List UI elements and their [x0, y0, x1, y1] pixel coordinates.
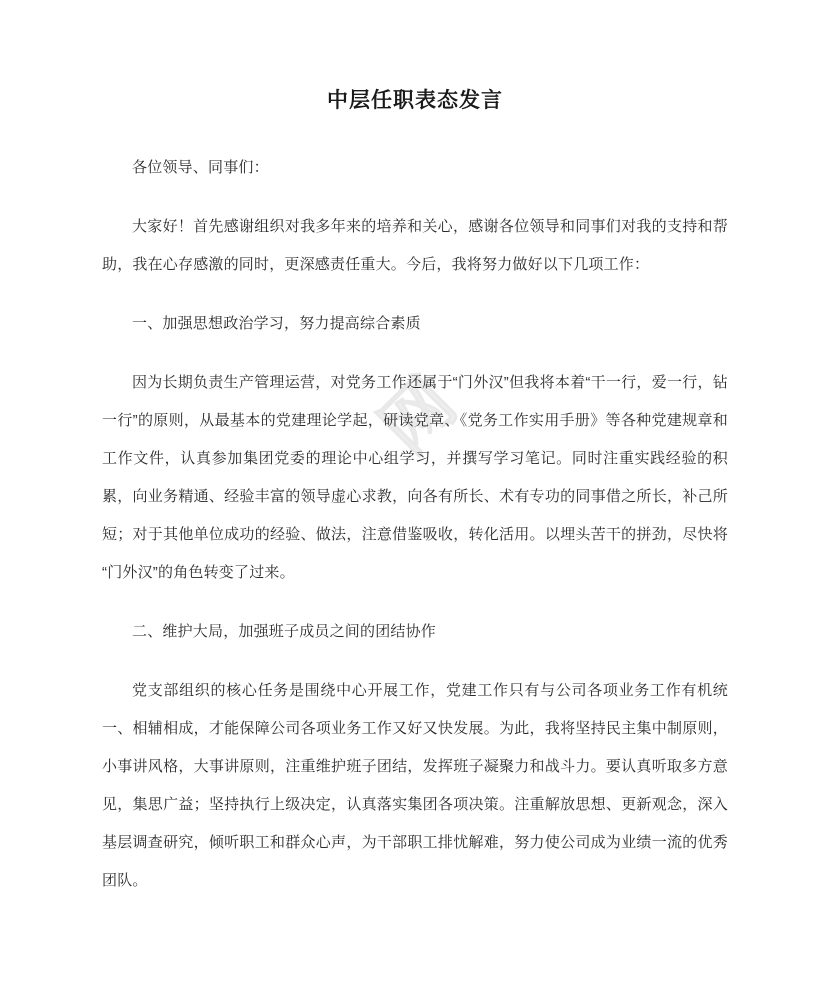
salutation: 各位领导、同事们： [132, 159, 269, 177]
page-title: 中层任职表态发言 [327, 89, 503, 112]
document-content [0, 149, 830, 900]
section-heading-2: 二、维护大局，加强班子成员之间的团结协作 [132, 623, 437, 641]
watermark-text: 网 [365, 360, 474, 469]
paragraph-section-2: 党支部组织的核心任务是围绕中心开展工作，党建工作只有与公司各项业务工作有机统一、相辅相成，才能保障公司各项业务工作又好又快发展。为此，我将坚持民主集中制原则，小事讲风格，大事讲原则，注重维护班子团结，发挥班子凝聚力和战斗力。要认真听取多方意见，集思广益；坚持执行上级决定，认真落实集团各项决策。注重解放思想、更新观念，深入基层调查研究，倾听职工和群众心声，为干部职工排忧解难，努力使公司成为业绩一流的优秀团队。 [102, 682, 728, 890]
paragraph-section-1: 因为长期负责生产管理运营，对党务工作还属于“门外汉”但我将本着“干一行，爱一行，钻一行”的原则，从最基本的党建理论学起，研读党章、《党务工作实用手册》等各种党建规章和工作文件，认真参加集团党委的理论中心组学习，并撰写学习笔记。同时注重实践经验的积累，向业务精通、经验丰富的领导虚心求教，向各有所长、术有专功的同事借之所长，补己所短；对于其他单位成功的经验、做法，注意借鉴吸收，转化活用。以埋头苦干的拼劲，尽快将“门外汉”的角色转变了过来。 [102, 374, 728, 582]
section-heading-1: 一、加强思想政治学习，努力提高综合素质 [132, 315, 421, 333]
paragraph-opening: 大家好！首先感谢组织对我多年来的培养和关心，感谢各位领导和同事们对我的支持和帮助，我在心存感激的同时，更深感责任重大。今后，我将努力做好以下几项工作： [102, 218, 728, 274]
